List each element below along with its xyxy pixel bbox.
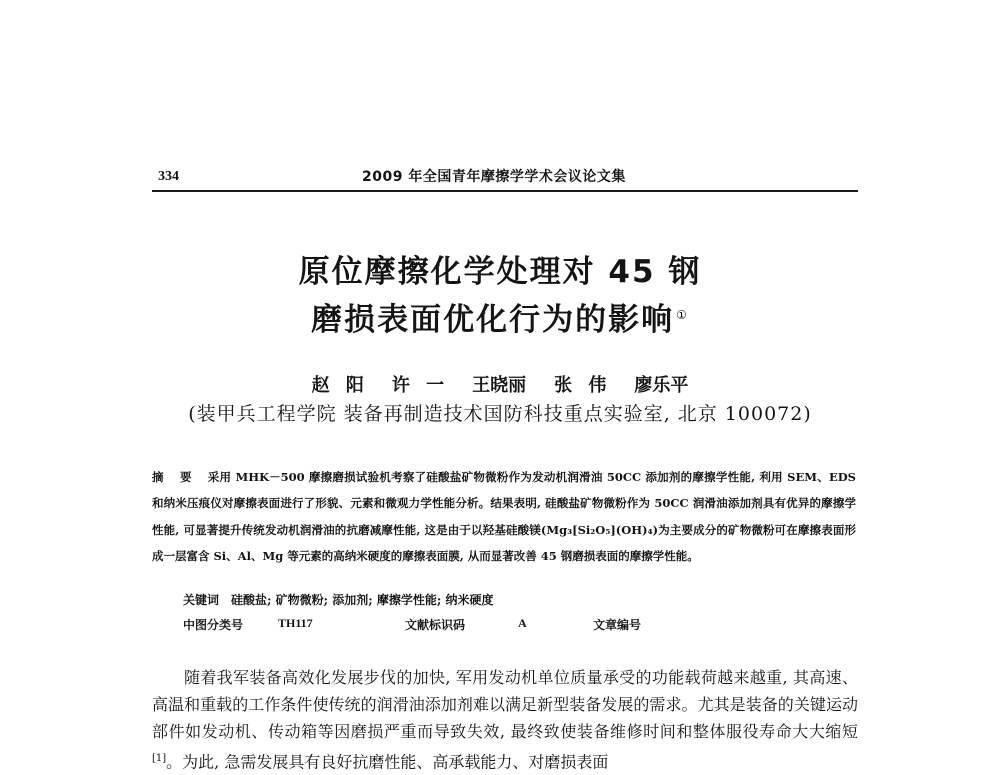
affiliation: (装甲兵工程学院 装备再制造技术国防科技重点实验室, 北京 100072) — [188, 403, 812, 425]
clc-value: TH117 — [278, 616, 313, 630]
doc-code-value: A — [518, 616, 527, 630]
author: 张 伟 — [554, 375, 607, 396]
body-paragraph — [152, 664, 858, 775]
author: 赵 阳 — [311, 375, 364, 396]
author: 王晓丽 — [472, 375, 527, 396]
journal-title: 2009 年全国青年摩擦学学术会议论文集 — [362, 169, 626, 185]
clc-label: 中图分类号 — [183, 618, 244, 632]
keywords-label: 关键词 — [183, 593, 220, 607]
body-text-part1: 随着我军装备高效化发展步伐的加快, 军用发动机单位质量承受的功能载荷越来越重, 其高速、高温和重载的工作条件使传统的润滑油添加剂难以满足新型装备发展的需求。尤其是装备的关键运动部件如发动机、传动箱等因磨损严重而导致失效, 最终致使装备维修时间和整体服役寿命大大缩短 — [152, 668, 858, 741]
keywords — [183, 591, 493, 608]
abstract — [152, 464, 856, 570]
body-text-part2: 。为此, 急需发展具有良好抗磨性能、高承载能力、对磨损表面 — [166, 752, 609, 772]
keywords-text: 硅酸盐; 矿物微粉; 添加剂; 摩擦学性能; 纳米硬度 — [231, 593, 494, 607]
author-list — [0, 371, 1000, 397]
article-number-label: 文章编号 — [593, 618, 642, 632]
citation: [1] — [152, 753, 167, 764]
classification-line — [183, 616, 843, 634]
abstract-label: 摘 要 — [152, 470, 198, 484]
author: 许 一 — [391, 375, 445, 396]
doc-code-label: 文献标识码 — [405, 618, 466, 632]
title-footnote-mark: ① — [676, 307, 689, 322]
paper-title-line-2-text: 磨损表面优化行为的影响 — [311, 302, 675, 338]
paper-title-line-1: 原位摩擦化学处理对 45 钢 — [298, 254, 702, 290]
author: 廖乐平 — [634, 375, 689, 396]
header-rule — [152, 190, 858, 192]
abstract-text: 采用 MHK－500 摩擦磨损试验机考察了硅酸盐矿物微粉作为发动机润滑油 50CC 添加剂的摩擦学性能, 利用 SEM、EDS 和纳米压痕仪对摩擦表面进行了形貌、元素和微观力学性能分析。结果表明, 硅酸盐矿物微粉作为 50CC 润滑油添加剂具有优异的摩擦学性能, 可显著提升传统发动机润滑油的抗磨减摩性能, 这是由于以羟基硅酸镁(Mg₃[Si₂O₅](OH)₄)为主要成分的矿物微粉可在摩擦表面形成一层富含 Si、Al、Mg 等元素的高纳米硬度的摩擦表面膜, 从而显著改善 45 钢磨损表面的摩擦学性能。 — [152, 470, 856, 564]
paper-title-line-2 — [0, 294, 1000, 339]
page-number: 334 — [158, 169, 179, 184]
